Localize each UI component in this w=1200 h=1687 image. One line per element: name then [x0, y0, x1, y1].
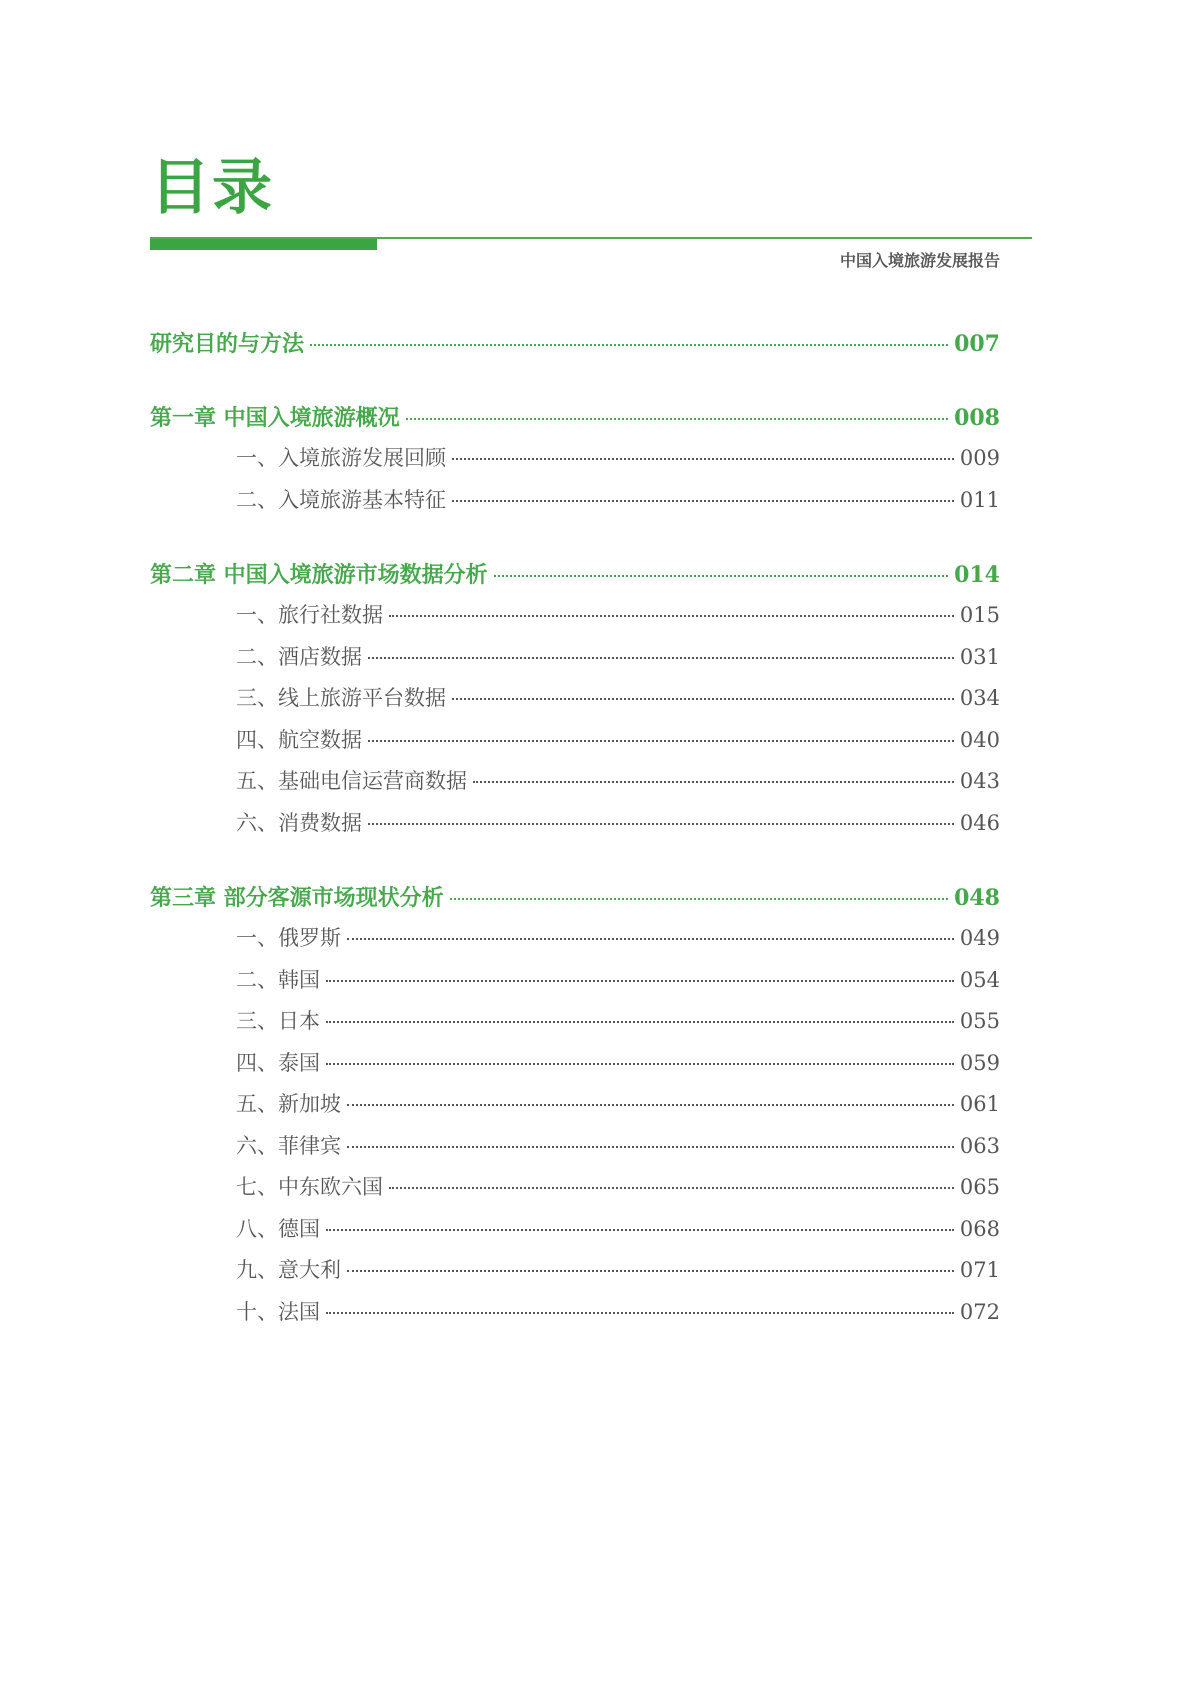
dot-leader [326, 1063, 954, 1065]
page-number: 065 [959, 1175, 1000, 1199]
item-number: 五、 [236, 769, 278, 793]
item-title: 入境旅游发展回顾 [278, 446, 446, 470]
dot-leader [473, 781, 954, 783]
item-title: 中东欧六国 [278, 1175, 383, 1199]
toc-section [150, 327, 1000, 368]
item-title: 俄罗斯 [278, 926, 341, 950]
item-title: 韩国 [278, 967, 320, 992]
toc-item-entry[interactable] [150, 724, 1000, 766]
toc-item-entry[interactable] [150, 1088, 1000, 1130]
item-number: 一、 [236, 926, 278, 950]
page-title: 目录 [150, 153, 274, 223]
item-number: 二、 [236, 487, 278, 512]
page-number: 015 [959, 603, 1000, 627]
dot-leader [452, 500, 954, 502]
page-number: 048 [954, 885, 1000, 911]
dot-leader [347, 1270, 954, 1272]
dot-leader [452, 698, 954, 700]
toc-item-entry[interactable] [150, 1047, 1000, 1089]
page-number: 063 [959, 1133, 1000, 1158]
toc-chapter-entry[interactable] [150, 558, 1000, 599]
dot-leader [310, 344, 948, 346]
toc-item-entry[interactable] [150, 682, 1000, 724]
item-number: 二、 [236, 644, 278, 669]
dot-leader [368, 823, 954, 825]
page-number: 072 [959, 1299, 1000, 1324]
page-number: 009 [959, 446, 1000, 470]
toc-item-entry[interactable] [150, 1171, 1000, 1213]
item-number: 一、 [236, 446, 278, 470]
toc-item-entry[interactable] [150, 765, 1000, 807]
item-title: 日本 [278, 1009, 320, 1033]
item-title: 消费数据 [278, 810, 362, 835]
item-number: 六、 [236, 1133, 278, 1158]
item-title: 旅行社数据 [278, 603, 383, 627]
dot-leader [389, 615, 954, 617]
page-number: 043 [959, 769, 1000, 793]
item-number: 一、 [236, 603, 278, 627]
item-number: 十、 [236, 1299, 278, 1324]
item-title: 航空数据 [278, 727, 362, 752]
report-title: 中国入境旅游发展报告 [839, 251, 1000, 270]
dot-leader [326, 980, 954, 982]
dot-leader [326, 1021, 954, 1023]
page-number: 014 [954, 562, 1000, 588]
toc-chapter-entry[interactable] [150, 401, 1000, 442]
toc-item-entry[interactable] [150, 1296, 1000, 1338]
toc-section [150, 881, 1000, 1337]
item-title: 法国 [278, 1299, 320, 1324]
toc-item-entry[interactable] [150, 1130, 1000, 1172]
page-number: 068 [959, 1216, 1000, 1241]
dot-leader [326, 1229, 954, 1231]
toc-item-entry[interactable] [150, 922, 1000, 964]
header-accent-bar [150, 239, 377, 250]
page-number: 061 [959, 1092, 1000, 1116]
page-number: 031 [959, 644, 1000, 669]
page-number: 049 [959, 926, 1000, 950]
toc-section [150, 558, 1000, 848]
dot-leader [368, 657, 954, 659]
toc-chapter-entry[interactable] [150, 327, 1000, 368]
toc-item-entry[interactable] [150, 807, 1000, 849]
chapter-title: 研究目的与方法 [150, 331, 305, 357]
item-title: 基础电信运营商数据 [278, 769, 467, 793]
item-title: 入境旅游基本特征 [278, 487, 446, 512]
toc-item-entry[interactable] [150, 484, 1000, 526]
item-number: 四、 [236, 727, 278, 752]
chapter-title: 第二章 中国入境旅游市场数据分析 [150, 562, 488, 588]
item-number: 九、 [236, 1258, 278, 1282]
item-number: 二、 [236, 967, 278, 992]
dot-leader [389, 1187, 954, 1189]
dot-leader [347, 1146, 954, 1148]
toc-item-entry[interactable] [150, 599, 1000, 641]
dot-leader [326, 1312, 954, 1314]
item-number: 三、 [236, 1009, 278, 1033]
toc-item-entry[interactable] [150, 442, 1000, 484]
item-title: 酒店数据 [278, 644, 362, 669]
toc-item-entry[interactable] [150, 1005, 1000, 1047]
page-number: 011 [959, 487, 1000, 512]
page-number: 055 [959, 1009, 1000, 1033]
page-number: 040 [959, 727, 1000, 752]
chapter-title: 第一章 中国入境旅游概况 [150, 405, 400, 431]
item-title: 线上旅游平台数据 [278, 686, 446, 710]
toc-item-entry[interactable] [150, 1254, 1000, 1296]
page-number: 046 [959, 810, 1000, 835]
item-title: 菲律宾 [278, 1133, 341, 1158]
dot-leader [452, 458, 954, 460]
page-number: 034 [959, 686, 1000, 710]
dot-leader [368, 740, 954, 742]
item-title: 新加坡 [278, 1092, 341, 1116]
item-number: 三、 [236, 686, 278, 710]
page-number: 059 [959, 1050, 1000, 1075]
dot-leader [450, 898, 948, 900]
item-number: 五、 [236, 1092, 278, 1116]
page-number: 008 [954, 405, 1000, 431]
dot-leader [347, 938, 954, 940]
item-number: 七、 [236, 1175, 278, 1199]
dot-leader [494, 575, 948, 577]
item-title: 意大利 [278, 1258, 341, 1282]
item-title: 德国 [278, 1216, 320, 1241]
dot-leader [406, 418, 948, 420]
toc-item-entry[interactable] [150, 1213, 1000, 1255]
toc-chapter-entry[interactable] [150, 881, 1000, 922]
toc-section [150, 401, 1000, 525]
item-number: 八、 [236, 1216, 278, 1241]
toc-item-entry[interactable] [150, 641, 1000, 683]
item-number: 四、 [236, 1050, 278, 1075]
page-number: 054 [959, 967, 1000, 992]
page-number: 071 [959, 1258, 1000, 1282]
toc-item-entry[interactable] [150, 964, 1000, 1006]
item-number: 六、 [236, 810, 278, 835]
chapter-title: 第三章 部分客源市场现状分析 [150, 885, 444, 911]
page-number: 007 [954, 331, 1000, 357]
table-of-contents [150, 327, 1000, 1370]
dot-leader [347, 1104, 954, 1106]
item-title: 泰国 [278, 1050, 320, 1075]
